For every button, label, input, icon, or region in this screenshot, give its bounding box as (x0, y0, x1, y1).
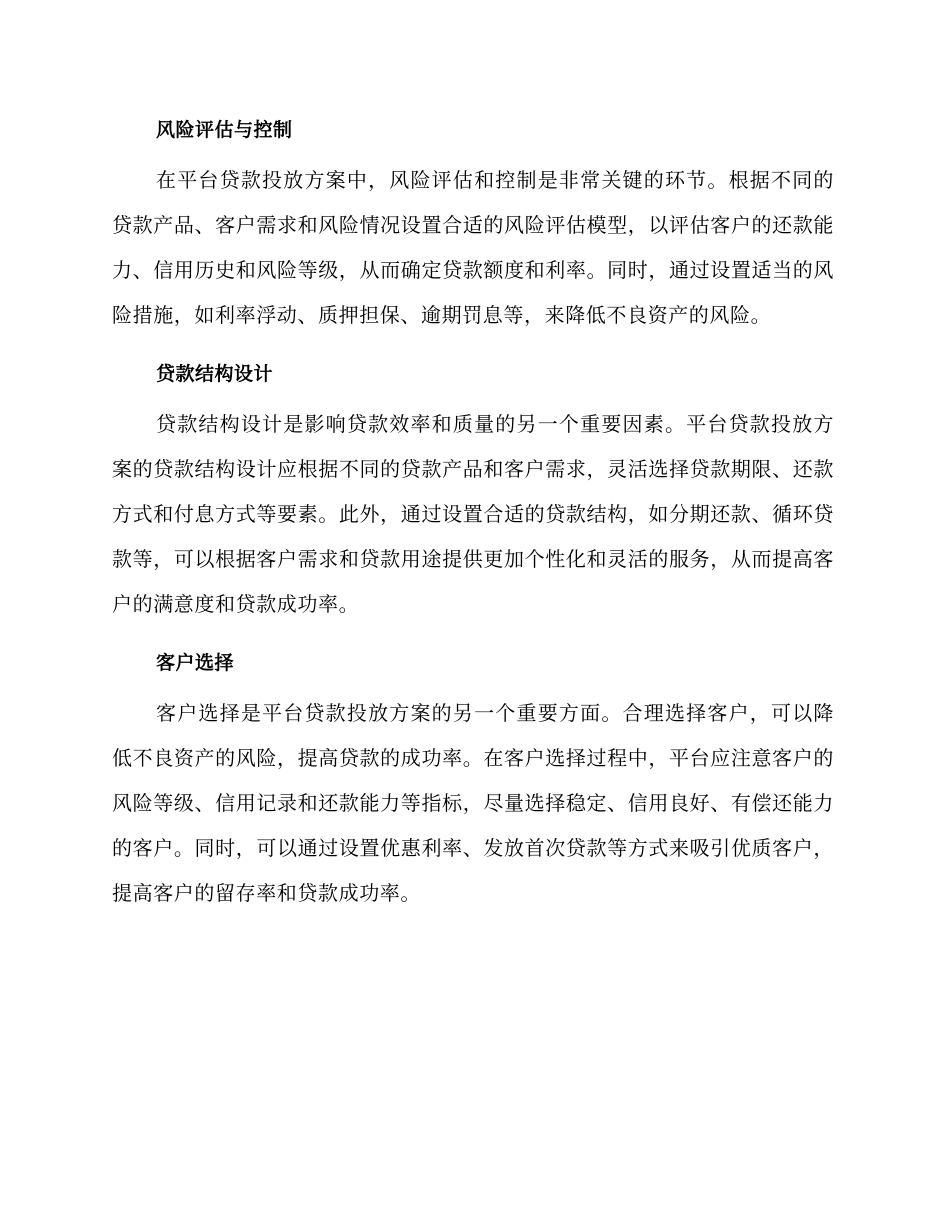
section-paragraph-risk-assessment: 在平台贷款投放方案中，风险评估和控制是非常关键的环节。根据不同的贷款产品、客户需求和风险情况设置合适的风险评估模型，以评估客户的还款能力、信用历史和风险等级，从而确定贷款额度和利率。同时，通过设置适当的风险措施，如利率浮动、质押担保、逾期罚息等，来降低不良资产的风险。 (112, 168, 834, 327)
document-body (112, 108, 834, 930)
section-paragraph-loan-structure: 贷款结构设计是影响贷款效率和质量的另一个重要因素。平台贷款投放方案的贷款结构设计应根据不同的贷款产品和客户需求，灵活选择贷款期限、还款方式和付息方式等要素。此外，通过设置合适的贷款结构，如分期还款、循环贷款等，可以根据客户需求和贷款用途提供更加个性化和灵活的服务，从而提高客户的满意度和贷款成功率。 (112, 412, 834, 616)
section-paragraph-customer-selection: 客户选择是平台贷款投放方案的另一个重要方面。合理选择客户，可以降低不良资产的风险，提高贷款的成功率。在客户选择过程中，平台应注意客户的风险等级、信用记录和还款能力等指标，尽量选择稳定、信用良好、有偿还能力的客户。同时，可以通过设置优惠利率、发放首次贷款等方式来吸引优质客户，提高客户的留存率和贷款成功率。 (112, 701, 834, 905)
section-heading-risk-assessment: 风险评估与控制 (156, 119, 293, 141)
section-heading-customer-selection: 客户选择 (156, 652, 235, 674)
section-heading-loan-structure: 贷款结构设计 (156, 363, 274, 385)
